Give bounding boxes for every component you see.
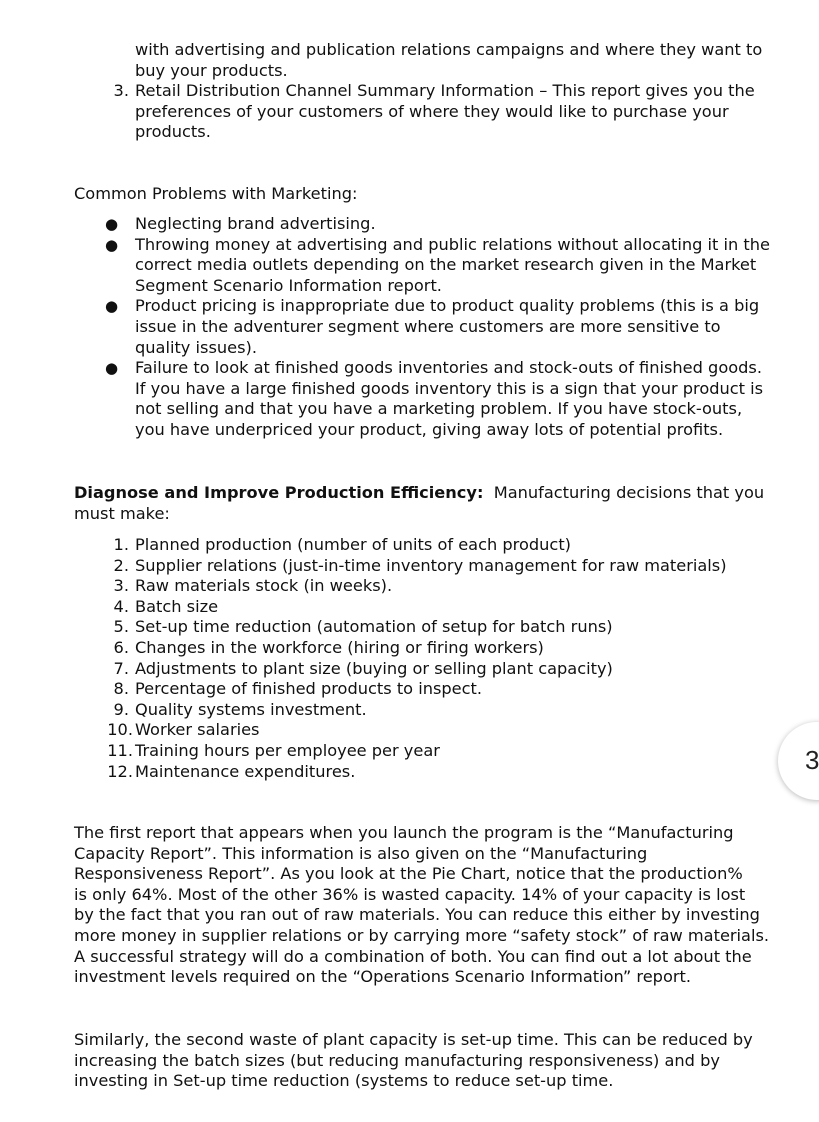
text-line: issue in the adventurer segment where customers are more sensitive to [135, 316, 721, 336]
list-item-3 [113, 81, 815, 143]
text-line: Neglecting brand advertising. [135, 214, 376, 233]
list-text: Training hours per employee per year [135, 740, 440, 760]
list-number: 8. [113, 679, 129, 699]
list-item [113, 637, 815, 659]
list-item [113, 699, 815, 721]
text-line: not selling and that you have a marketing problem. If you have stock-outs, [135, 399, 743, 419]
text-line: A successful strategy will do a combination of both. You can find out a lot about the [74, 946, 752, 966]
list-text: Raw materials stock (in weeks). [135, 576, 393, 596]
heading-line-2: must make: [74, 503, 170, 523]
list-text: Adjustments to plant size (buying or selling plant capacity) [135, 658, 613, 678]
list-item [113, 679, 815, 700]
text-line: you have underpriced your product, giving away lots of potential profits. [135, 419, 724, 439]
list-number: 10. [107, 720, 133, 740]
text-line: Capacity Report”. This information is also given on the “Manufacturing [74, 843, 648, 863]
list-text: Worker salaries [135, 720, 260, 740]
page-number-label: 3 [805, 745, 819, 775]
list-number: 6. [113, 637, 129, 657]
bullet-icon: ● [105, 215, 119, 233]
list-item [105, 214, 815, 235]
list-item [113, 555, 815, 577]
bullet-icon: ● [105, 359, 119, 378]
text-line: Responsiveness Report”. As you look at the Pie Chart, notice that the production% [74, 864, 743, 884]
heading-line [74, 483, 814, 504]
text-line: with advertising and publication relations campaigns and where they want to [135, 40, 763, 59]
text-line: investment levels required on the “Operations Scenario Information” report. [74, 967, 692, 987]
text-line: investing in Set-up time reduction (systems to reduce set-up time. [74, 1071, 614, 1091]
bullet-icon: ● [105, 235, 119, 254]
production-decisions-list [107, 535, 815, 782]
list-number: 1. [113, 535, 129, 554]
list-number: 2. [113, 555, 129, 575]
text-line: Segment Scenario Information report. [135, 275, 442, 295]
list-item [105, 358, 815, 440]
text-line: is only 64%. Most of the other 36% is wasted capacity. 14% of your capacity is lost [74, 884, 746, 904]
list-text: Supplier relations (just-in-time inventory management for raw materials) [135, 555, 727, 575]
list-item [107, 761, 815, 783]
list-item [113, 658, 815, 680]
list-text: Quality systems investment. [135, 699, 367, 719]
text-line: Product pricing is inappropriate due to product quality problems (this is a big [135, 296, 760, 316]
list-text: Maintenance expenditures. [135, 761, 356, 781]
list-text: Planned production (number of units of each product) [135, 535, 571, 554]
text-line: increasing the batch sizes (but reducing manufacturing responsiveness) and by [74, 1050, 720, 1070]
bullet-icon: ● [105, 297, 119, 316]
heading-rest: Manufacturing decisions that you [483, 483, 765, 502]
text-line: Retail Distribution Channel Summary Information – This report gives you the [135, 81, 755, 100]
list-item [107, 720, 815, 741]
setup-time-paragraph [74, 1030, 814, 1092]
production-heading [74, 483, 814, 524]
list-item [113, 596, 815, 618]
text-line: quality issues). [135, 337, 257, 357]
list-text: Percentage of finished products to inspect. [135, 679, 483, 699]
list-number: 7. [113, 658, 129, 678]
text-line: Failure to look at finished goods inventories and stock-outs of finished goods. [135, 358, 762, 378]
list-text: Set-up time reduction (automation of setup for batch runs) [135, 617, 613, 637]
text-line: The first report that appears when you launch the program is the “Manufacturing [74, 823, 734, 842]
heading-bold: Diagnose and Improve Production Efficiency: [74, 483, 484, 502]
list-item [113, 576, 815, 597]
text-line: more money in supplier relations or by carrying more “safety stock” of raw materials. [74, 925, 770, 945]
list-item [105, 234, 815, 297]
list-text: Changes in the workforce (hiring or firing workers) [135, 637, 544, 657]
top-list-continuation [135, 40, 815, 81]
list-number: 11. [107, 740, 133, 760]
list-item [113, 535, 815, 556]
text-line: Similarly, the second waste of plant capacity is set-up time. This can be reduced by [74, 1030, 753, 1049]
text-line: preferences of your customers of where they would like to purchase your [135, 101, 729, 121]
text-line: Throwing money at advertising and public relations without allocating it in the [135, 234, 770, 254]
list-number: 9. [113, 699, 129, 719]
list-item [113, 617, 815, 638]
text-line: buy your products. [135, 60, 288, 80]
list-item [105, 296, 815, 358]
common-problems-list [105, 214, 815, 441]
list-item [107, 740, 815, 762]
text-line: If you have a large finished goods inventory this is a sign that your product is [135, 378, 764, 398]
list-text: Batch size [135, 596, 219, 616]
list-number: 3. [113, 576, 129, 596]
manufacturing-capacity-paragraph [74, 823, 814, 988]
list-number: 12. [107, 761, 133, 781]
text-line: by the fact that you ran out of raw materials. You can reduce this either by investing [74, 905, 760, 925]
list-number: 5. [113, 617, 129, 637]
text-line: correct media outlets depending on the market research given in the Market [135, 255, 757, 275]
common-problems-heading: Common Problems with Marketing: [74, 184, 358, 203]
list-number: 4. [113, 596, 129, 616]
text-line: products. [135, 122, 211, 142]
list-number: 3. [113, 81, 129, 100]
